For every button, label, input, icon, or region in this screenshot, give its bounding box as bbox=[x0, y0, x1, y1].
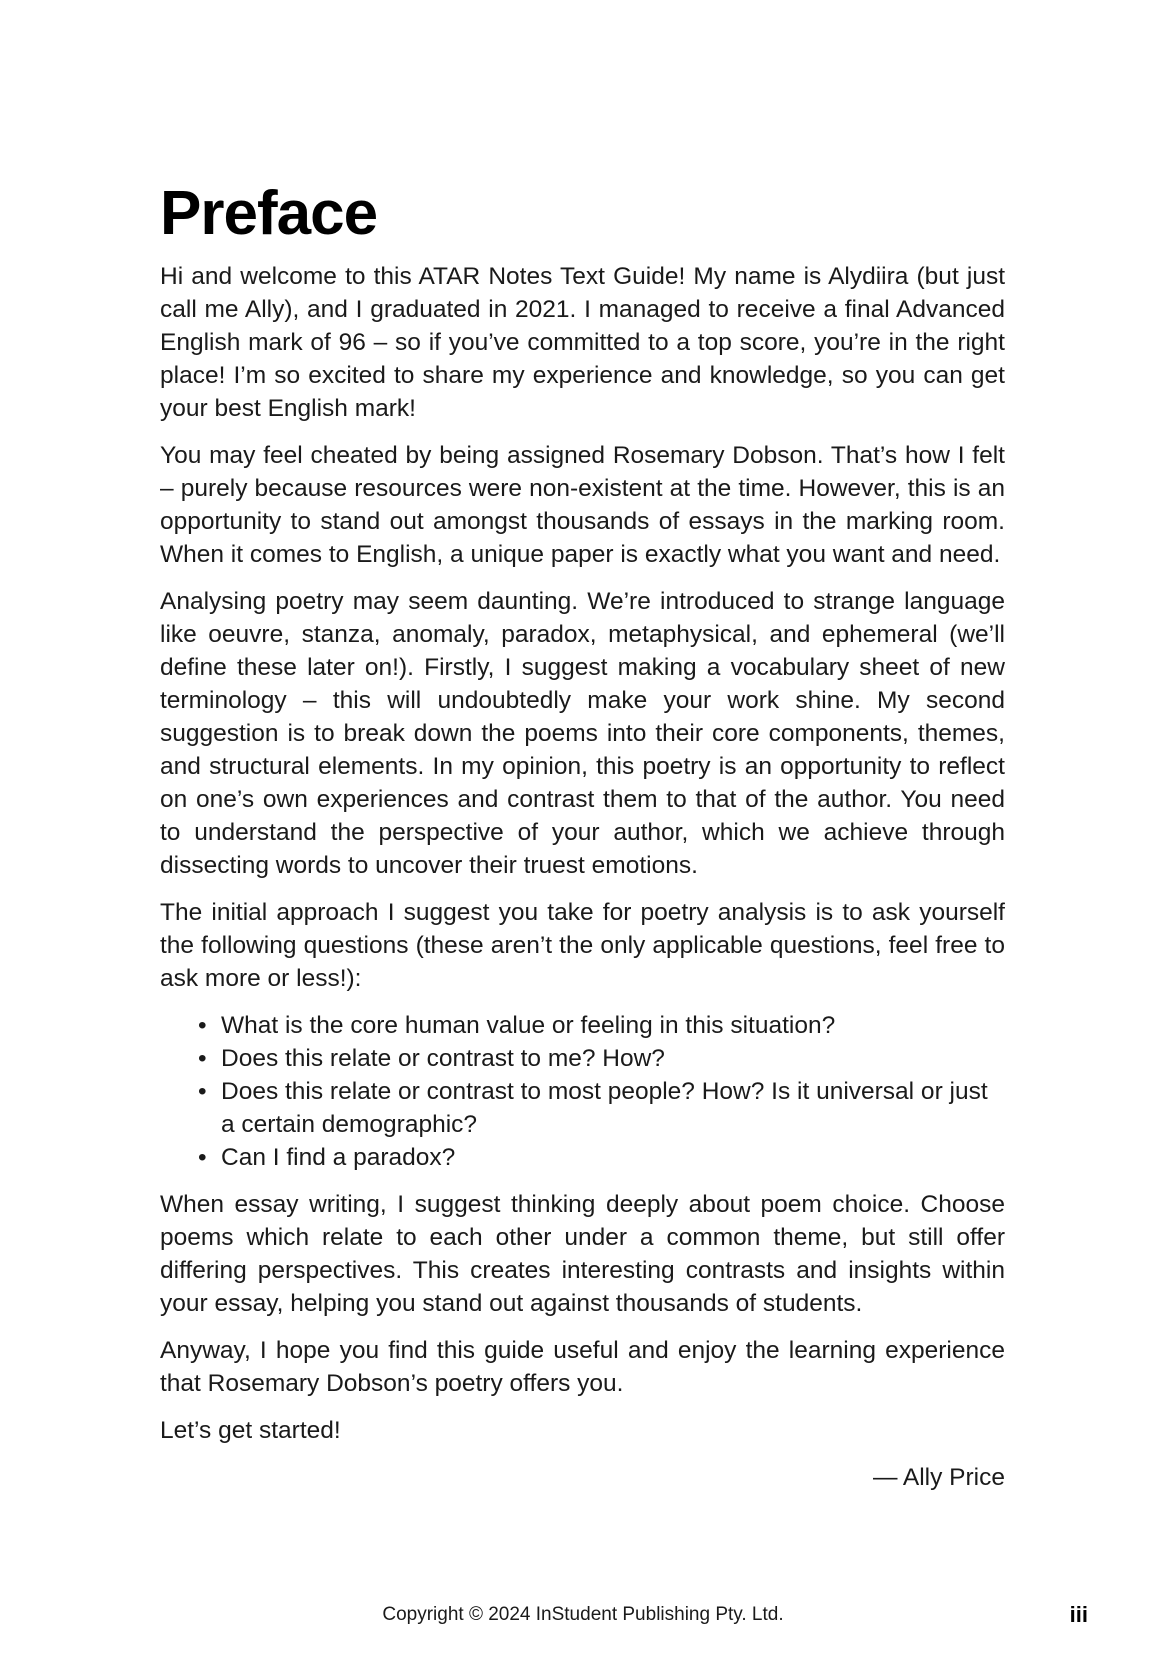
question-text: Can I find a paradox? bbox=[221, 1144, 456, 1171]
intro-paragraph: Hi and welcome to this ATAR Notes Text Guide! My name is Alydiira (but just call me Ally), and I graduated in 2021. I managed to receive a final Advanced English mark of 96 – so if you’ve committed to a top score, you’re in the right place! I’m so excited to share my experience and knowledge, so you can get your best English mark! bbox=[160, 263, 1005, 422]
body-paragraph: The initial approach I suggest you take for poetry analysis is to ask yourself the following questions (these aren’t the only applicable questions, feel free to ask more or less!): bbox=[160, 899, 1005, 992]
question-text: Does this relate or contrast to me? How? bbox=[221, 1045, 665, 1072]
page-number: iii bbox=[1069, 1602, 1088, 1627]
list-item bbox=[198, 1141, 1005, 1174]
list-item bbox=[198, 1075, 1005, 1141]
copyright-notice: Copyright © 2024 InStudent Publishing Pty. Ltd. bbox=[382, 1604, 784, 1625]
bullet-icon: • bbox=[198, 1012, 207, 1039]
page-footer bbox=[0, 1600, 1166, 1630]
bullet-icon: • bbox=[198, 1078, 207, 1105]
body-paragraph: Analysing poetry may seem daunting. We’re introduced to strange language like oeuvre, stanza, anomaly, paradox, metaphysical, and ephemeral (we’ll define these later on!). Firstly, I suggest making a vocabulary sheet of new terminology – this will undoubtedly make your work shine. My second suggestion is to break down the poems into their core components, themes, and structural elements. In my opinion, this poetry is an opportunity to reflect on one’s own experiences and contrast them to that of the author. You need to understand the perspective of your author, which we achieve through dissecting words to uncover their truest emotions. bbox=[160, 588, 1005, 879]
list-item bbox=[198, 1042, 1005, 1075]
body-paragraph: You may feel cheated by being assigned Rosemary Dobson. That’s how I felt – purely because resources were non-existent at the time. However, this is an opportunity to stand out amongst thousands of essays in the marking room. When it comes to English, a unique paper is exactly what you want and need. bbox=[160, 442, 1005, 568]
author-signature: — Ally Price bbox=[872, 1464, 1005, 1491]
body-paragraph: Anyway, I hope you find this guide useful and enjoy the learning experience that Rosemary Dobson’s poetry offers you. bbox=[160, 1337, 1005, 1397]
page-title: Preface bbox=[160, 179, 378, 248]
question-list bbox=[160, 1009, 1005, 1174]
list-item bbox=[198, 1009, 1005, 1042]
closing-line: Let’s get started! bbox=[160, 1417, 341, 1444]
question-text: Does this relate or contrast to most people? How? Is it universal or just a certain demographic? bbox=[221, 1078, 988, 1138]
page-content bbox=[160, 178, 1005, 1494]
bullet-icon: • bbox=[198, 1144, 207, 1171]
question-text: What is the core human value or feeling in this situation? bbox=[221, 1012, 836, 1039]
bullet-icon: • bbox=[198, 1045, 207, 1072]
body-paragraph: When essay writing, I suggest thinking deeply about poem choice. Choose poems which relate to each other under a common theme, but still offer differing perspectives. This creates interesting contrasts and insights within your essay, helping you stand out against thousands of students. bbox=[160, 1191, 1005, 1317]
